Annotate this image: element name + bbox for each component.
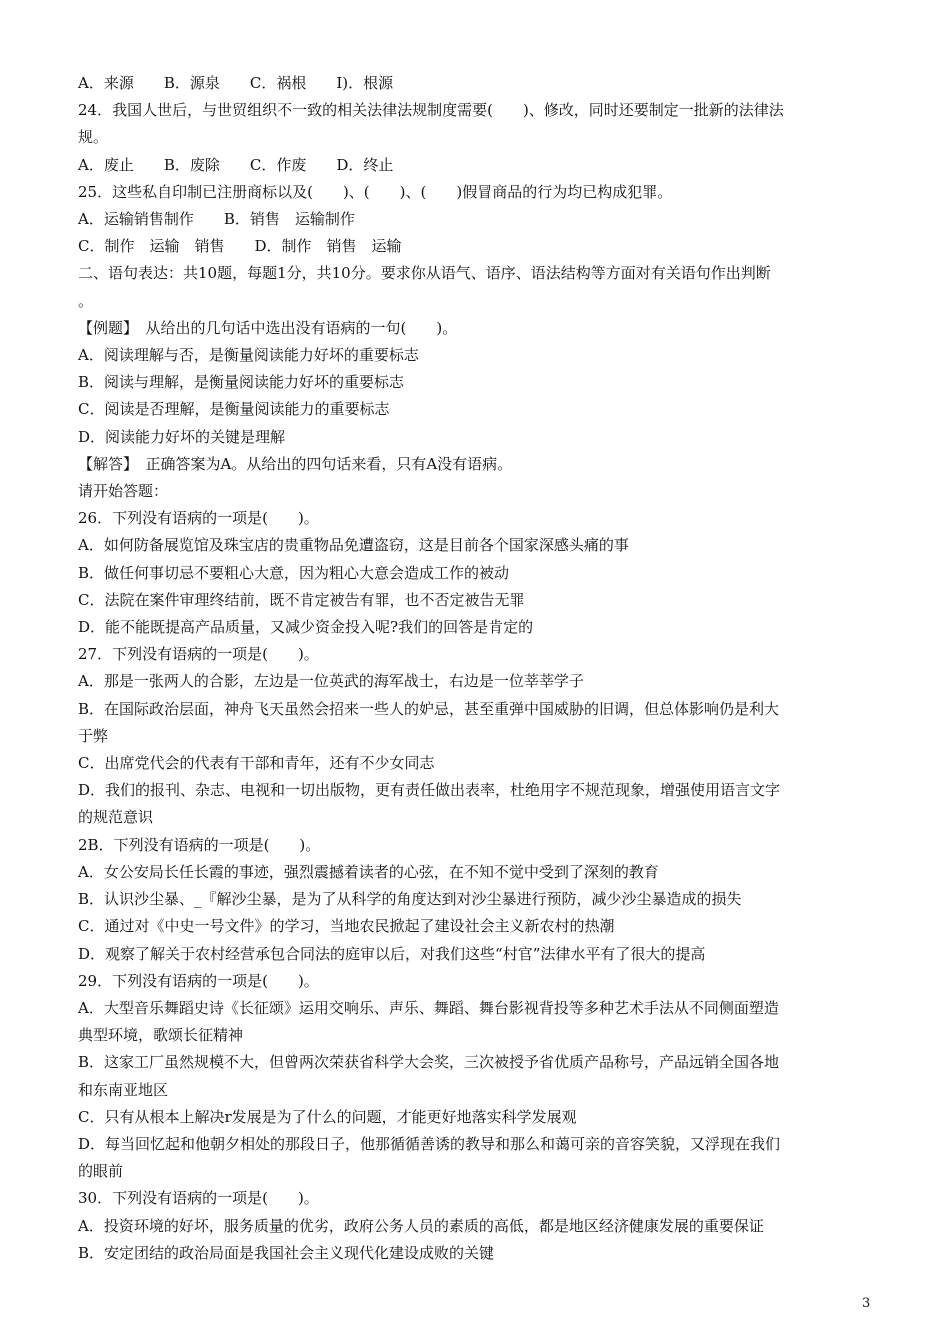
text-line: B．安定团结的政治局面是我国社会主义现代化建设成败的关键 [78,1243,495,1262]
text-line: 请开始答题： [78,482,169,501]
text-line: 2B．下列没有语病的一项是( )。 [78,835,321,854]
text-line: D．阅读能力好坏的关键是理解 [78,427,286,446]
text-line: A．如何防备展览馆及珠宝店的贵重物品免遭盗窃，这是目前各个国家深感头痛的事 [78,536,629,555]
text-line: D．观察了解关于农村经营承包合同法的庭审以后，对我们这些“村官”法律水平有了很大的提高 [78,944,706,963]
text-line: 26．下列没有语病的一项是( )。 [78,509,319,528]
text-line: 的眼前 [78,1162,124,1181]
text-line: B．做任何事切忌不要粗心大意，因为粗心大意会造成工作的被动 [78,563,510,582]
text-line: 于弊 [78,726,109,745]
text-line: A．来源 B．源泉 C．祸根 I)．根源 [78,74,394,92]
document-body [78,70,878,1267]
text-line: A．阅读理解与否，是衡量阅读能力好坏的重要标志 [78,346,419,365]
text-line: D．我们的报刊、杂志、电视和一切出版物，更有责任做出表率，杜绝用字不规范现象，增强使用语言文字 [78,781,781,800]
text-line: C．只有从根本上解决r发展是为了什么的问题，才能更好地落实科学发展观 [78,1107,577,1126]
text-line: 25．这些私自印制已注册商标以及( )、( )、( )假冒商品的行为均已构成犯罪。 [78,182,673,201]
text-line: 典型环境，歌颂长征精神 [78,1026,244,1045]
text-line: 27．下列没有语病的一项是( )。 [78,645,319,664]
text-line: C．出席党代会的代表有干部和青年，还有不少女同志 [78,754,435,773]
text-line: C．法院在案件审理终结前，既不肯定被告有罪，也不否定被告无罪 [78,590,525,609]
text-line: B．这家工厂虽然规模不大，但曾两次荣获省科学大会奖，三次被授予省优质产品称号，产品远销全国各地 [78,1053,780,1072]
text-line: 24．我国人世后，与世贸组织不一致的相关法律法规制度需要( )、修改，同时还要制定一批新的法律法 [78,101,784,120]
text-line: B．认识沙尘暴、_『解沙尘暴，是为了从科学的角度达到对沙尘暴进行预防，减少沙尘暴造成的损失 [78,890,742,909]
text-line: C．通过对《中史一号文件》的学习，当地农民掀起了建设社会主义新农村的热潮 [78,917,615,936]
text-line: D．能不能既提高产品质量，又减少资金投入呢?我们的回答是肯定的 [78,618,534,637]
text-line: A．运输销售制作 B．销售 运输制作 [78,210,355,229]
text-line: 。 [78,291,94,310]
text-line: D．每当回忆起和他朝夕相处的那段日子，他那循循善诱的教导和那么和蔼可亲的音容笑貌，又浮现在我们 [78,1134,781,1153]
text-line: C．阅读是否理解，是衡量阅读能力的重要标志 [78,400,390,419]
text-line: A．投资环境的好坏，服务质量的优劣，政府公务人员的素质的高低，都是地区经济健康发展的重要保证 [78,1216,764,1235]
text-line: C．制作 运输 销售 D．制作 销售 运输 [78,237,402,256]
page-number: 3 [862,1296,871,1311]
text-line: B．在国际政治层面，神舟飞天虽然会招来一些人的妒忌，甚至重弹中国威胁的旧调，但总体影响仍是利大 [78,699,780,718]
text-line: A．那是一张两人的合影，左边是一位英武的海军战士，右边是一位莘莘学子 [78,672,584,691]
text-line: 【解答】 正确答案为A。从给出的四句话来看，只有A没有语病。 [78,454,513,473]
text-line: A．女公安局长任长霞的事迹，强烈震撼着读者的心弦，在不知不觉中受到了深刻的教育 [78,862,659,881]
text-line: 29．下列没有语病的一项是( )。 [78,971,319,990]
text-line: 【例题】 从给出的几句话中选出没有语病的一句( )。 [78,318,458,337]
text-line: A．大型音乐舞蹈史诗《长征颂》运用交响乐、声乐、舞蹈、舞台影视背投等多种艺术手法从不同侧面塑造 [78,998,779,1017]
text-line: B．阅读与理解，是衡量阅读能力好坏的重要标志 [78,373,405,392]
text-line: A．废止 B．废除 C．作废 D．终止 [78,155,394,174]
text-line: 30．下列没有语病的一项是( )。 [78,1189,319,1208]
text-line: 的规范意识 [78,808,154,827]
text-line: 和东南亚地区 [78,1080,169,1099]
text-line: 二、语句表达：共10题，每题1分，共10分。要求你从语气、语序、语法结构等方面对有关语句作出判断 [78,264,771,283]
text-line: 规。 [78,128,109,147]
